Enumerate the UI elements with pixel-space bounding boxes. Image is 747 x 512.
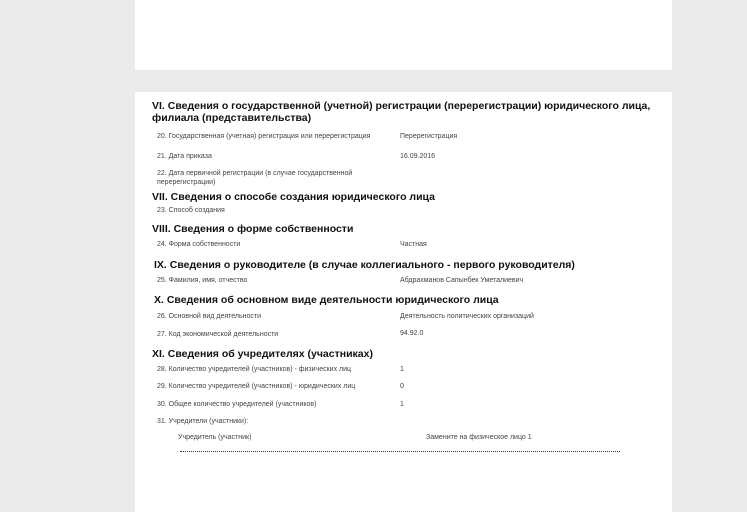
row-29-label: 29. Количество учредителей (участников) - юридических лиц	[157, 383, 356, 390]
section-9-title: IX. Сведения о руководителе (в случае коллегиального - первого руководителя)	[154, 259, 575, 271]
row-22-label: 22. Дата первичной регистрации (в случае государственной перерегистрации)	[157, 170, 353, 186]
row-26-value: Деятельность политических организаций	[400, 313, 534, 320]
section-8-title: VIII. Сведения о форме собственности	[152, 223, 354, 235]
row-27-value: 94.92.0	[400, 330, 424, 337]
row-23-label: 23. Способ создания	[157, 207, 225, 214]
row-29-value: 0	[400, 383, 404, 390]
row-27-label: 27. Код экономической деятельности	[157, 331, 279, 338]
row-31-label: 31. Учредители (участники):	[157, 418, 249, 425]
row-25-value: Абдрахманов Сапынбек Уметалиевич	[400, 277, 524, 284]
section-11-title: XI. Сведения об учредителях (участниках)	[152, 348, 373, 360]
document-page	[135, 92, 672, 512]
row-20-label: 20. Государственная (учетная) регистрация или перерегистрация	[157, 133, 371, 140]
row-25-label: 25. Фамилия, имя, отчество	[157, 277, 248, 284]
row-28-value: 1	[400, 366, 404, 373]
founders-table-divider	[180, 451, 620, 452]
row-21-label: 21. Дата приказа	[157, 153, 212, 160]
row-20-value: Перерегистрация	[400, 133, 458, 140]
row-24-value: Частная	[400, 241, 427, 248]
row-30-label: 30. Общее количество учредителей (участников)	[157, 401, 317, 408]
section-6-title: VI. Сведения о государственной (учетной) регистрации (перерегистрации) юридического лица, филиала (представительства)	[152, 100, 651, 124]
row-30-value: 1	[400, 401, 404, 408]
row-28-label: 28. Количество учредителей (участников) - физических лиц	[157, 366, 352, 373]
founders-column-replace: Замените на физическое лицо 1	[426, 434, 532, 441]
section-7-title: VII. Сведения о способе создания юридического лица	[152, 191, 435, 203]
page-top-fragment	[135, 0, 672, 70]
document-content	[135, 92, 672, 512]
row-24-label: 24. Форма собственности	[157, 241, 241, 248]
row-26-label: 26. Основной вид деятельности	[157, 313, 262, 320]
founders-column-founder: Учредитель (участник)	[178, 434, 252, 441]
section-10-title: X. Сведения об основном виде деятельности юридического лица	[154, 294, 499, 306]
row-21-value: 16.09.2016	[400, 153, 436, 160]
